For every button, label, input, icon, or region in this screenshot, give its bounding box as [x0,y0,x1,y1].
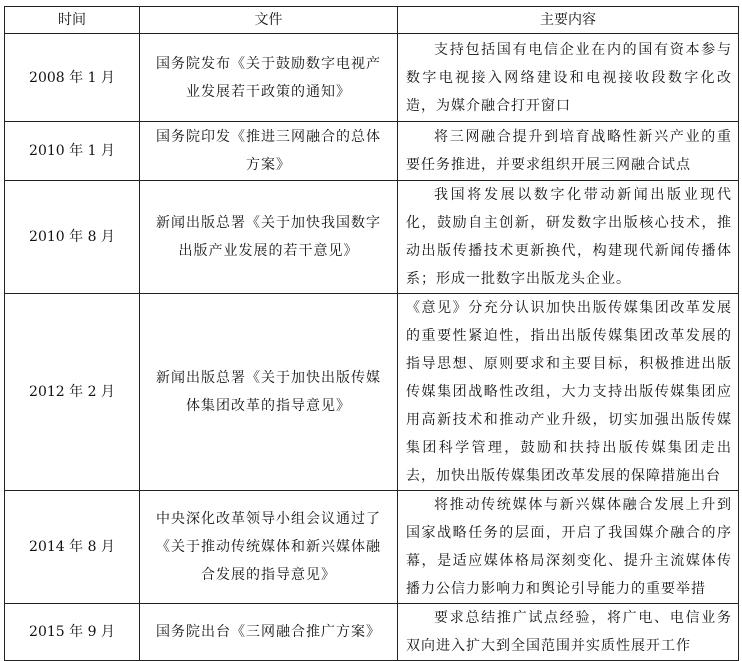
header-document: 文件 [140,7,398,34]
header-row [5,7,739,34]
row-document: 国务院发布《关于鼓励数字电视产业发展若干政策的通知》 [140,34,398,122]
table-row [5,122,739,181]
row-document: 新闻出版总署《关于加快我国数字出版产业发展的若干意见》 [140,181,398,294]
header-content: 主要内容 [398,7,739,34]
row-content: 将三网融合提升到培育战略性新兴产业的重要任务推进，并要求组织开展三网融合试点 [398,122,739,181]
row-time: 2014 年 8 月 [5,491,140,604]
row-content: 要求总结推广试点经验，将广电、电信业务双向进入扩大到全国范围并实质性展开工作 [398,604,739,661]
row-time: 2010 年 8 月 [5,181,140,294]
table-row [5,604,739,661]
policy-table [4,6,739,661]
row-time: 2010 年 1 月 [5,122,140,181]
row-document: 国务院印发《推进三网融合的总体方案》 [140,122,398,181]
header-time: 时间 [5,7,140,34]
table-row [5,294,739,491]
row-time: 2015 年 9 月 [5,604,140,661]
row-time: 2012 年 2 月 [5,294,140,491]
table-row [5,491,739,604]
row-content: 将推动传统媒体与新兴媒体融合发展上升到国家战略任务的层面，开启了我国媒介融合的序幕，是适应媒体格局深刻变化、提升主流媒体传播力公信力影响力和舆论引导能力的重要举措 [398,491,739,604]
row-document: 中央深化改革领导小组会议通过了《关于推动传统媒体和新兴媒体融合发展的指导意见》 [140,491,398,604]
row-document: 新闻出版总署《关于加快出版传媒体集团改革的指导意见》 [140,294,398,491]
row-content: 我国将发展以数字化带动新闻出版业现代化，鼓励自主创新，研发数字出版核心技术，推动出版传播技术更新换代，构建现代新闻传播体系；形成一批数字出版龙头企业。 [398,181,739,294]
row-content: 支持包括国有电信企业在内的国有资本参与数字电视接入网络建设和电视接收段数字化改造，为媒介融合打开窗口 [398,34,739,122]
row-content: 《意见》分充分认识加快出版传媒集团改革发展的重要性紧迫性，指出出版传媒集团改革发展的指导思想、原则要求和主要目标，积极推进出版传媒集团战略性改组，大力支持出版传媒集团应用高新技术和推动产业升级，切实加强出版传媒集团科学管理，鼓励和扶持出版传媒集团走出去，加快出版传媒集团改革发展的保障措施出台 [398,294,739,491]
table-row [5,34,739,122]
row-time: 2008 年 1 月 [5,34,140,122]
table-row [5,181,739,294]
row-document: 国务院出台《三网融合推广方案》 [140,604,398,661]
